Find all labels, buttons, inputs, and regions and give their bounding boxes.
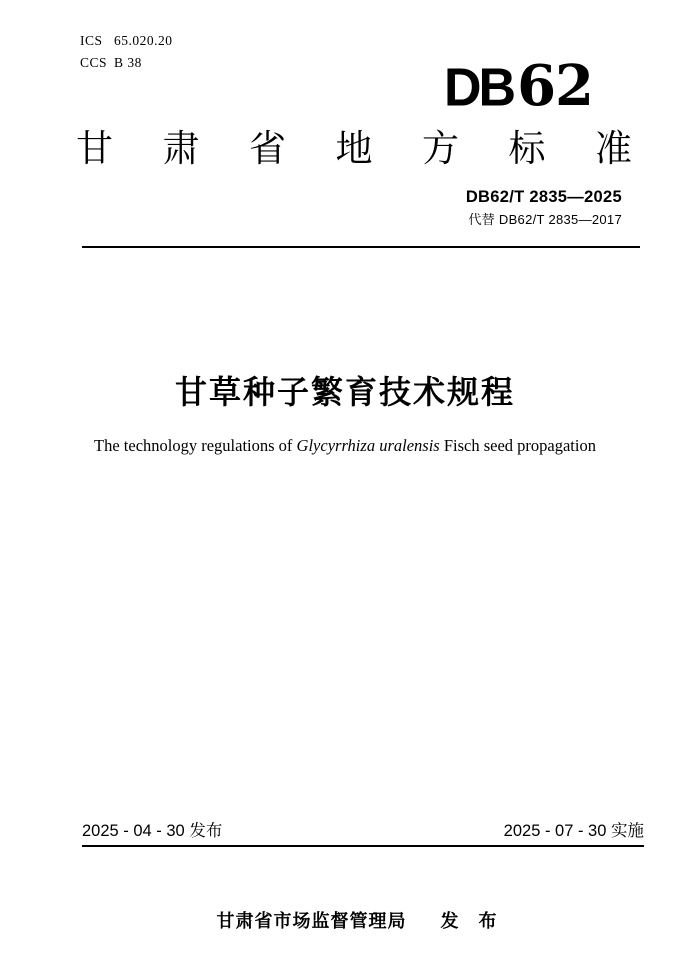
standard-number: DB62/T 2835—2025 — [465, 188, 622, 206]
standard-type-title — [76, 130, 632, 167]
document-title-en-prefix: The technology regulations of — [94, 436, 297, 455]
issue-date: 2025 - 04 - 30 发布 — [82, 822, 223, 840]
standard-type-char: 地 — [335, 128, 373, 169]
standard-type-char: 肃 — [162, 128, 200, 169]
implement-date: 2025 - 07 - 30 实施 — [503, 822, 644, 840]
ics-value: 65.020.20 — [114, 33, 173, 48]
standard-type-char: 省 — [249, 128, 286, 169]
db62-logo — [443, 53, 593, 119]
document-title-zh: 甘草种子繁育技术规程 — [174, 374, 515, 410]
ccs-label: CCS — [80, 55, 108, 70]
ccs-code-row — [80, 52, 173, 74]
standard-type-char: 准 — [595, 128, 632, 169]
db62-logo-number: 62 — [517, 53, 593, 119]
document-title-en — [0, 436, 690, 456]
ics-label: ICS — [80, 33, 103, 48]
footer-divider-line — [82, 845, 644, 847]
ccs-value: B 38 — [114, 55, 142, 70]
publisher-name: 甘肃省市场监督管理局 — [216, 910, 407, 931]
classification-codes — [80, 30, 173, 74]
document-title-en-suffix: Fisch seed propagation — [439, 436, 596, 455]
db62-logo-db: DB — [443, 57, 514, 119]
ics-code-row — [80, 30, 173, 52]
document-title-en-latin-name: Glycyrrhiza uralensis — [296, 436, 440, 455]
header-divider-line — [82, 246, 640, 248]
standard-type-char: 甘 — [76, 128, 113, 169]
publisher-line — [0, 889, 690, 954]
standard-type-char: 方 — [422, 128, 459, 169]
publish-word: 发 布 — [440, 910, 498, 931]
dates-row — [82, 822, 644, 842]
standard-type-char: 标 — [508, 128, 546, 169]
replaced-standard-number: 代替 DB62/T 2835—2017 — [468, 212, 622, 227]
